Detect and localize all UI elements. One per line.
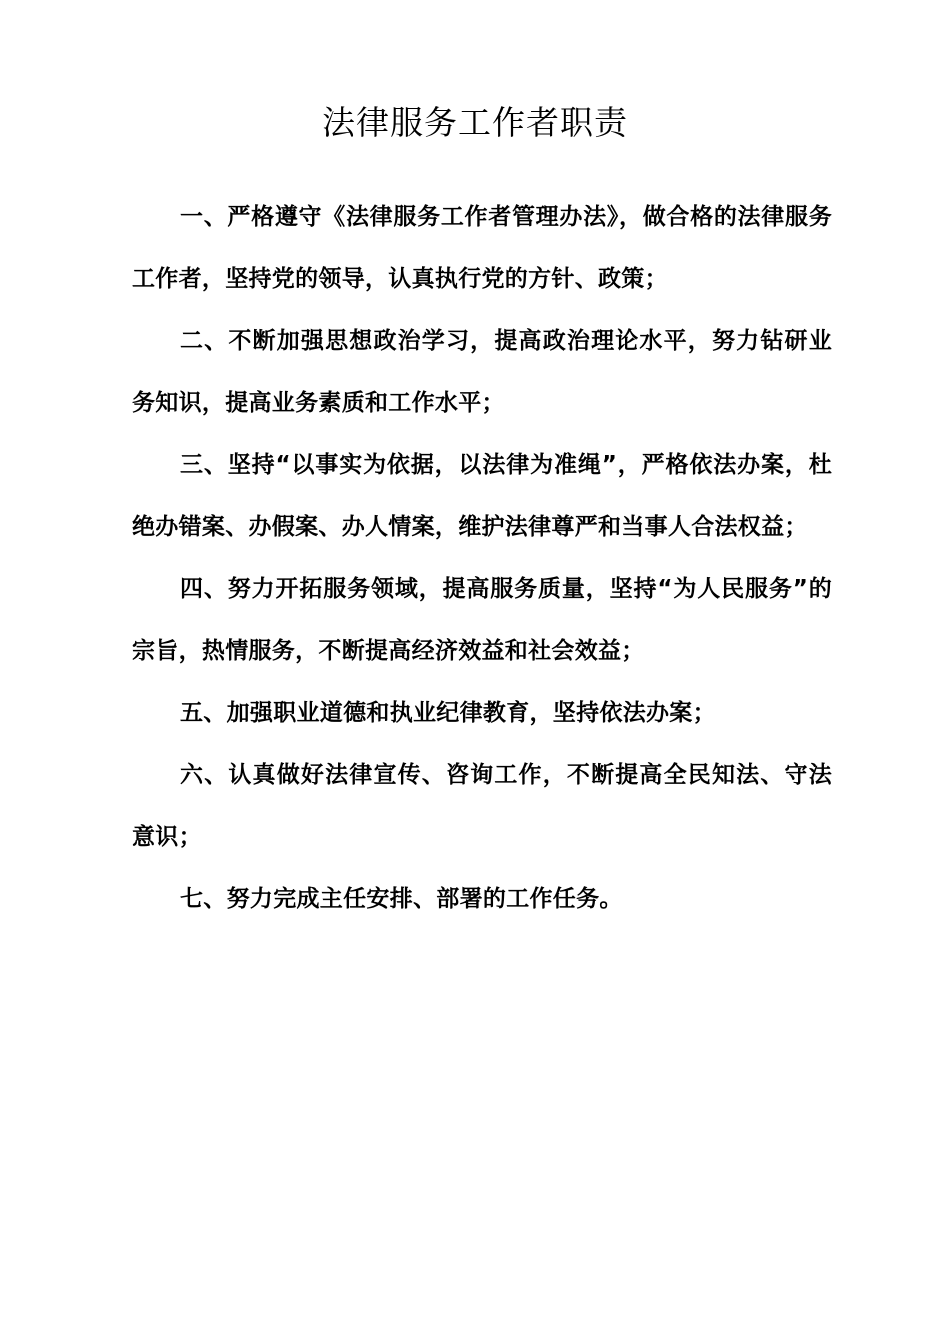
duty-item-5: 五、加强职业道德和执业纪律教育，坚持依法办案； bbox=[180, 700, 716, 726]
document-body bbox=[132, 186, 832, 930]
duty-item-6: 六、认真做好法律宣传、咨询工作，不断提高全民知法、守法意识； bbox=[132, 762, 832, 850]
document-title: 法律服务工作者职责 bbox=[322, 103, 628, 142]
duty-item-4: 四、努力开拓服务领域，提高服务质量，坚持“为人民服务”的宗旨，热情服务，不断提高经济效益和社会效益； bbox=[132, 576, 832, 664]
duty-item-3: 三、坚持“以事实为依据，以法律为准绳”，严格依法办案，杜绝办错案、办假案、办人情案，维护法律尊严和当事人合法权益； bbox=[132, 452, 832, 540]
duty-item-2: 二、不断加强思想政治学习，提高政治理论水平，努力钻研业务知识，提高业务素质和工作水平； bbox=[132, 328, 832, 416]
duty-item-1: 一、严格遵守《法律服务工作者管理办法》，做合格的法律服务工作者，坚持党的领导，认真执行党的方针、政策； bbox=[132, 204, 832, 292]
duty-item-7: 七、努力完成主任安排、部署的工作任务。 bbox=[180, 886, 623, 912]
